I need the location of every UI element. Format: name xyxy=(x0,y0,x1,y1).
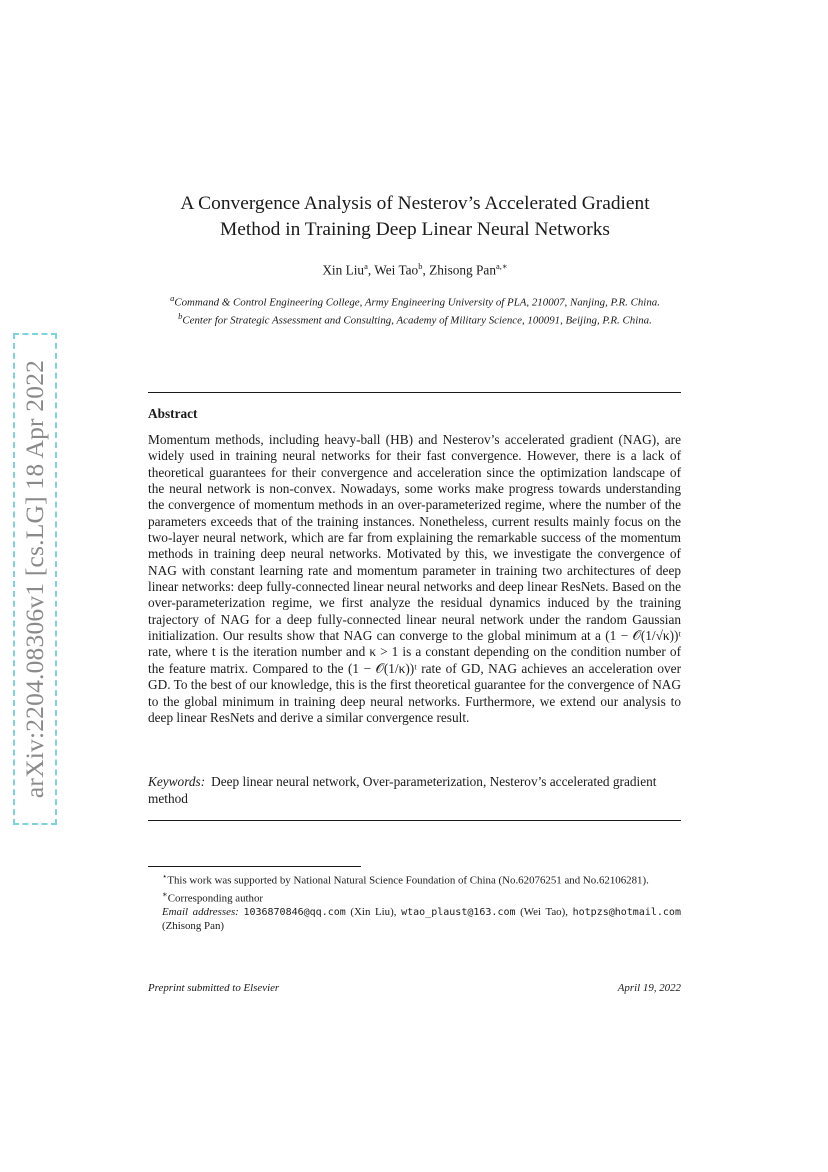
arxiv-stamp xyxy=(13,333,57,825)
author-affiliation-mark: b xyxy=(418,261,423,271)
author-affiliation-mark: a,∗ xyxy=(495,261,508,271)
abstract-top-rule xyxy=(148,392,681,393)
email-address[interactable]: wtao_plaust@163.com xyxy=(401,907,516,919)
paper-title xyxy=(100,191,730,243)
funding-footnote xyxy=(148,870,681,888)
corresponding-text: Corresponding author xyxy=(167,892,264,905)
footer-date: April 19, 2022 xyxy=(617,982,681,994)
email-owner: (Zhisong Pan) xyxy=(162,919,225,932)
abstract-bottom-rule xyxy=(148,820,681,821)
email-address[interactable]: 1036870846@qq.com xyxy=(243,907,346,919)
affiliation-text: Command & Control Engineering College, Army Engineering University of PLA, 210007, Nanjing, P.R. China. xyxy=(174,296,660,309)
email-owner: (Wei Tao), xyxy=(520,906,568,919)
email-owner: (Xin Liu), xyxy=(350,906,397,919)
keywords-label: Keywords: xyxy=(148,774,206,789)
affiliations xyxy=(148,292,682,328)
corresponding-footnote xyxy=(148,888,681,906)
footnote-rule xyxy=(148,866,361,867)
title-line-1: A Convergence Analysis of Nesterov’s Accelerated Gradient xyxy=(180,193,650,214)
keywords xyxy=(148,774,681,807)
affiliation-mark: b xyxy=(178,311,183,322)
email-footnote xyxy=(148,906,681,933)
email-label: Email addresses: xyxy=(162,906,239,919)
affiliation-mark: a xyxy=(170,293,175,303)
author-name: Wei Tao xyxy=(374,262,419,278)
footnote-mark: ⋆ xyxy=(162,871,168,881)
author-affiliation-mark: a xyxy=(364,261,368,271)
author-list: Xin Liu$^a$, Wei Tao$^b$, Zhisong Pan$^{a,∗}$ xyxy=(322,261,508,278)
affiliation xyxy=(148,292,682,310)
affiliation-text: Center for Strategic Assessment and Consulting, Academy of Military Science, 100091, Beijing, P.R. China. xyxy=(182,314,652,327)
page-footer xyxy=(148,982,681,994)
abstract-text: Momentum methods, including heavy-ball (HB) and Nesterov’s accelerated gradient (NAG), are widely used in training neural networks for their fast convergence. However, there is a lack of theoretical guarantees for their convergence and acceleration since the optimization landscape of the neural network is non-convex. Nowadays, some works make progress towards understanding the convergence of momentum methods in an over-parameterized regime, where the number of the parameters exceeds that of the training instances. Nonetheless, current results mainly focus on the two-layer neural network, which are far from explaining the remarkable success of the momentum methods in training deep neural networks. Motivated by this, we investigate the convergence of NAG with constant learning rate and momentum parameter in training two architectures of deep linear networks: deep fully-connected linear neural networks and deep linear ResNets. Based on the over-parameterization regime, we first analyze the residual dynamics induced by the training trajectory of NAG for a deep fully-connected linear neural network under the random Gaussian initialization. Our results show that NAG can converge to the global minimum at a (1 − 𝒪(1/√κ))ᵗ rate, where t is the iteration number and κ > 1 is a constant depending on the condition number of the feature matrix. Compared to the (1 − 𝒪(1/κ))ᵗ rate of GD, NAG achieves an acceleration over GD. To the best of our knowledge, this is the first theoretical guarantee for the convergence of NAG to the global minimum in training deep neural networks. Furthermore, we extend our analysis to deep linear ResNets and derive a similar convergence result. xyxy=(148,432,681,725)
footnote-mark: ∗ xyxy=(162,889,168,900)
author-name: Xin Liu xyxy=(322,262,365,278)
funding-text: This work was supported by National Natural Science Foundation of China (No.62076251 and No.62106281). xyxy=(167,874,649,887)
abstract-heading: Abstract xyxy=(148,406,198,421)
keywords-text: Deep linear neural network, Over-parameterization, Nesterov’s accelerated gradient method xyxy=(148,774,657,806)
title-line-2: Method in Training Deep Linear Neural Networks xyxy=(220,219,610,240)
footnotes xyxy=(148,870,681,933)
footer-journal: Preprint submitted to Elsevier xyxy=(148,982,280,994)
email-address[interactable]: hotpzs@hotmail.com xyxy=(572,907,681,919)
author-name: Zhisong Pan xyxy=(429,262,496,278)
arxiv-identifier: arXiv:2204.08306v1 [cs.LG] 18 Apr 2022 xyxy=(20,359,49,799)
affiliation xyxy=(148,310,682,328)
